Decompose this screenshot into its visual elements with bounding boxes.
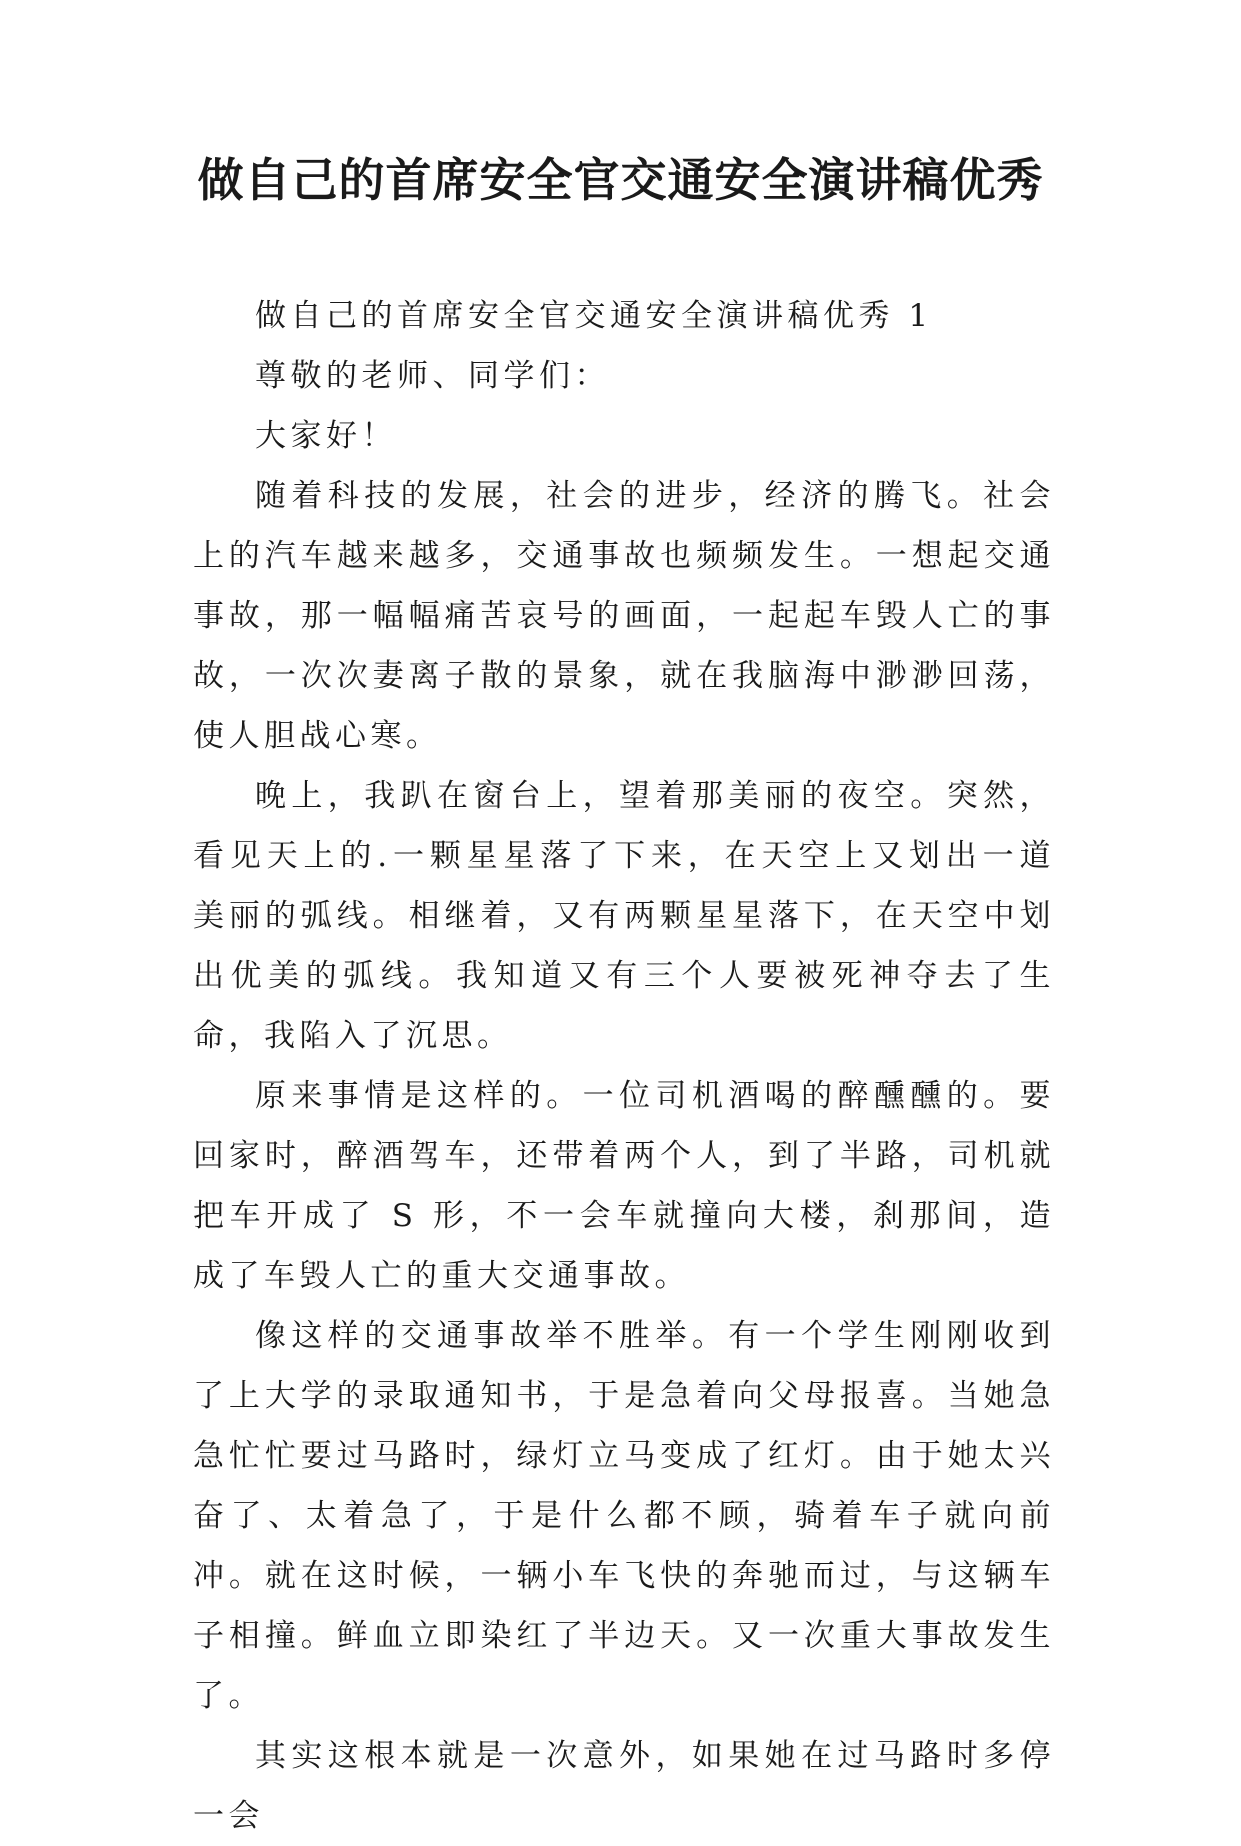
paragraph: 晚上，我趴在窗台上，望着那美丽的夜空。突然，看见天上的.一颗星星落了下来，在天空上又划出一道美丽的弧线。相继着，又有两颗星星落下，在天空中划出优美的弧线。我知道又有三个人要被死神夺去了生命，我陷入了沉思。: [193, 778, 1055, 1054]
document-title: 做自己的首席安全官交通安全演讲稿优秀: [197, 153, 1044, 207]
paragraph: 像这样的交通事故举不胜举。有一个学生刚刚收到了上大学的录取通知书，于是急着向父母报喜。当她急急忙忙要过马路时，绿灯立马变成了红灯。由于她太兴奋了、太着急了，于是什么都不顾，骑着车子就向前冲。就在这时候，一辆小车飞快的奔驰而过，与这辆车子相撞。鲜血立即染红了半边天。又一次重大事故发生了。: [193, 1318, 1055, 1714]
paragraph: 原来事情是这样的。一位司机酒喝的醉醺醺的。要回家时，醉酒驾车，还带着两个人，到了半路，司机就把车开成了 S 形，不一会车就撞向大楼，刹那间，造成了车毁人亡的重大交通事故。: [193, 1078, 1055, 1294]
document-body: [193, 286, 1055, 1846]
paragraph-greeting: 大家好！: [255, 418, 397, 454]
paragraph-salutation: 尊敬的老师、同学们：: [255, 358, 610, 394]
paragraph: 其实这根本就是一次意外，如果她在过马路时多停一会: [193, 1738, 1055, 1834]
paragraph: 随着科技的发展，社会的进步，经济的腾飞。社会上的汽车越来越多，交通事故也频频发生。一想起交通事故，那一幅幅痛苦哀号的画面，一起起车毁人亡的事故，一次次妻离子散的景象，就在我脑海中渺渺回荡，使人胆战心寒。: [193, 478, 1055, 754]
paragraph-subtitle: 做自己的首席安全官交通安全演讲稿优秀 1: [255, 298, 933, 334]
